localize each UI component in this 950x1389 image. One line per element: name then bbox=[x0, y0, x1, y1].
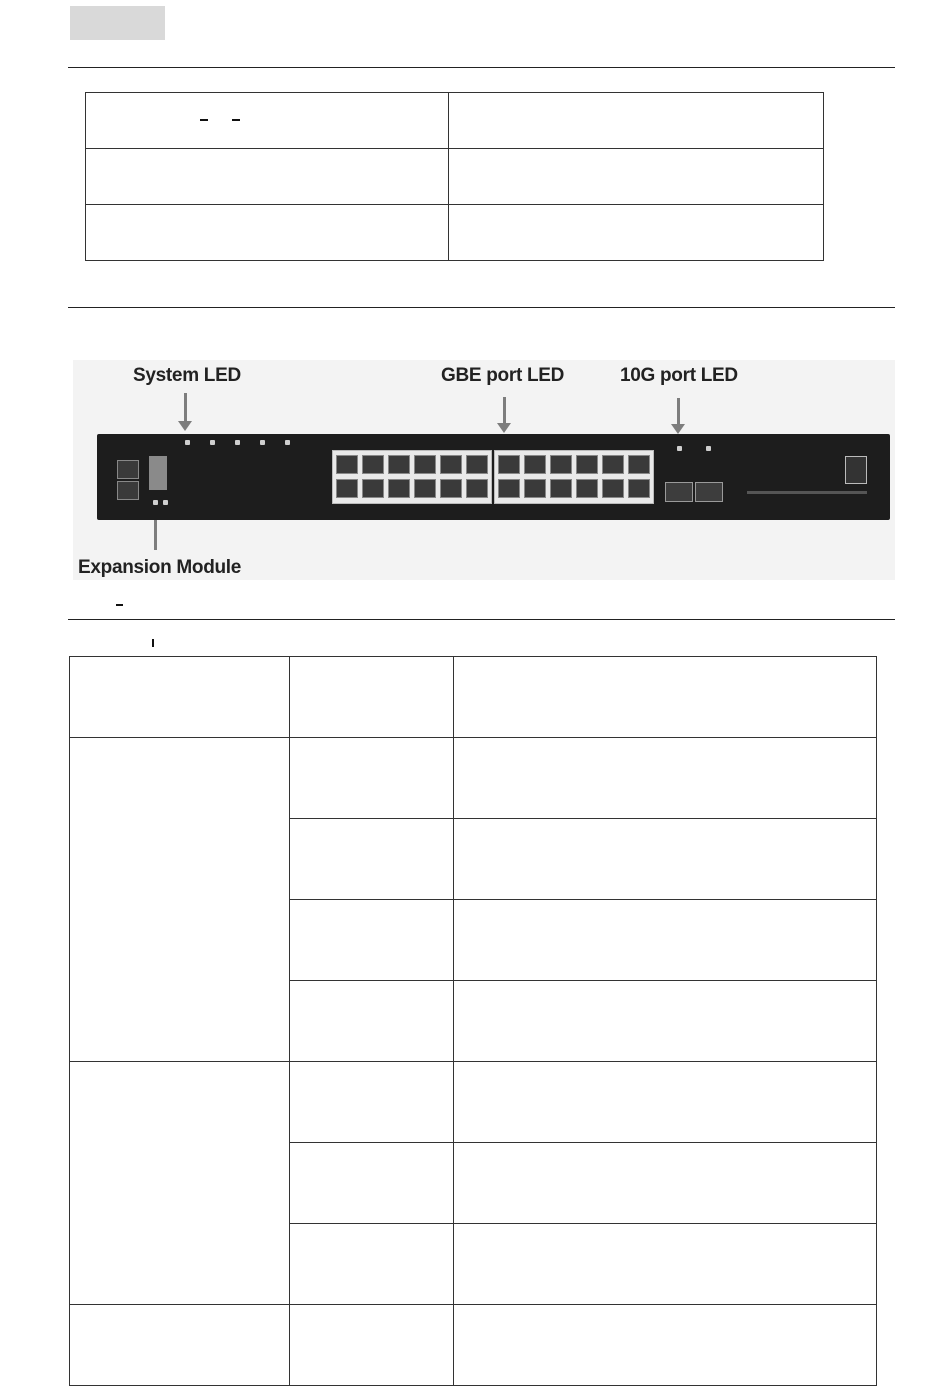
rj45-port-icon bbox=[524, 455, 546, 474]
table-row bbox=[70, 1305, 877, 1386]
rj45-port-icon bbox=[498, 455, 520, 474]
console-port-icon bbox=[117, 460, 139, 479]
ten-g-led-arrow-icon bbox=[677, 398, 680, 428]
expansion-module-slot bbox=[149, 456, 167, 490]
table-cell bbox=[454, 1143, 877, 1224]
table-cell bbox=[290, 738, 454, 819]
rj45-port-icon bbox=[388, 455, 410, 474]
led-description-table bbox=[69, 656, 877, 1386]
system-led-label: System LED bbox=[133, 365, 241, 386]
table-cell bbox=[454, 1062, 877, 1143]
rj45-port-icon bbox=[576, 479, 598, 498]
rj45-port-icon bbox=[440, 455, 462, 474]
rj45-port-icon bbox=[414, 479, 436, 498]
table-row bbox=[70, 1062, 877, 1143]
system-led-indicator bbox=[285, 440, 290, 445]
rj45-port-icon bbox=[576, 455, 598, 474]
brand-logo-icon bbox=[845, 456, 867, 484]
table-cell bbox=[290, 1224, 454, 1305]
table-cell bbox=[454, 900, 877, 981]
rj45-port-icon bbox=[362, 455, 384, 474]
gbe-port-led-label: GBE port LED bbox=[441, 365, 565, 386]
led-indicator bbox=[163, 500, 168, 505]
rj45-port-icon bbox=[628, 455, 650, 474]
sfp-port-icon bbox=[665, 482, 693, 502]
management-port-icon bbox=[117, 481, 139, 500]
table-cell bbox=[86, 93, 449, 149]
model-text-strip bbox=[747, 491, 867, 494]
rj45-port-icon bbox=[524, 479, 546, 498]
rj45-port-icon bbox=[466, 479, 488, 498]
table-cell bbox=[290, 1062, 454, 1143]
expansion-module-label: Expansion Module bbox=[78, 557, 242, 578]
dash-glyph bbox=[232, 119, 240, 121]
rj45-port-icon bbox=[550, 455, 572, 474]
table-cell bbox=[290, 1305, 454, 1386]
table-cell-group bbox=[70, 738, 290, 1062]
spec-table bbox=[85, 92, 824, 261]
ten-g-port-led-label: 10G port LED bbox=[620, 365, 738, 386]
caption-rule bbox=[68, 619, 895, 620]
rj45-port-icon bbox=[628, 479, 650, 498]
table-row bbox=[70, 738, 877, 819]
led-indicator bbox=[153, 500, 158, 505]
ten-g-led-indicator bbox=[706, 446, 711, 451]
table-cell bbox=[290, 657, 454, 738]
table-row bbox=[86, 205, 824, 261]
system-led-indicator bbox=[260, 440, 265, 445]
rj45-port-icon bbox=[414, 455, 436, 474]
rj45-port-icon bbox=[336, 455, 358, 474]
table-cell bbox=[290, 1143, 454, 1224]
switch-front-panel bbox=[97, 434, 890, 520]
table-cell bbox=[454, 1305, 877, 1386]
table-cell bbox=[290, 900, 454, 981]
rj45-port-icon bbox=[362, 479, 384, 498]
sfp-port-icon bbox=[695, 482, 723, 502]
table-cell bbox=[454, 738, 877, 819]
rj45-port-icon bbox=[498, 479, 520, 498]
caption-mark-glyph bbox=[152, 639, 154, 647]
table-header-row bbox=[70, 657, 877, 738]
table-cell bbox=[290, 819, 454, 900]
rj45-port-icon bbox=[602, 455, 624, 474]
ten-g-led-indicator bbox=[677, 446, 682, 451]
rj45-port-icon bbox=[440, 479, 462, 498]
system-led-arrow-icon bbox=[184, 393, 187, 425]
table-cell bbox=[449, 93, 824, 149]
rj45-port-icon bbox=[388, 479, 410, 498]
rj45-port-icon bbox=[466, 455, 488, 474]
dash-glyph bbox=[200, 119, 208, 121]
table-cell-group bbox=[70, 1062, 290, 1305]
table-cell bbox=[454, 981, 877, 1062]
rj45-port-icon bbox=[550, 479, 572, 498]
table-cell bbox=[454, 657, 877, 738]
table-cell bbox=[70, 657, 290, 738]
rj45-port-icon bbox=[336, 479, 358, 498]
table-cell bbox=[86, 205, 449, 261]
table-cell bbox=[454, 819, 877, 900]
gbe-port-block-1 bbox=[332, 450, 492, 504]
top-rule bbox=[68, 67, 895, 68]
table-cell bbox=[70, 1305, 290, 1386]
caption-dash-glyph bbox=[116, 604, 123, 606]
table-row bbox=[86, 149, 824, 205]
gbe-port-block-2 bbox=[494, 450, 654, 504]
system-led-indicator bbox=[210, 440, 215, 445]
system-led-indicator bbox=[235, 440, 240, 445]
table-cell bbox=[449, 205, 824, 261]
header-tab bbox=[70, 6, 165, 40]
table-cell bbox=[86, 149, 449, 205]
rj45-port-icon bbox=[602, 479, 624, 498]
table-cell bbox=[290, 981, 454, 1062]
table-row bbox=[86, 93, 824, 149]
table-cell bbox=[449, 149, 824, 205]
system-led-indicator bbox=[185, 440, 190, 445]
table-cell bbox=[454, 1224, 877, 1305]
gbe-led-arrow-icon bbox=[503, 397, 506, 427]
section-rule bbox=[68, 307, 895, 308]
